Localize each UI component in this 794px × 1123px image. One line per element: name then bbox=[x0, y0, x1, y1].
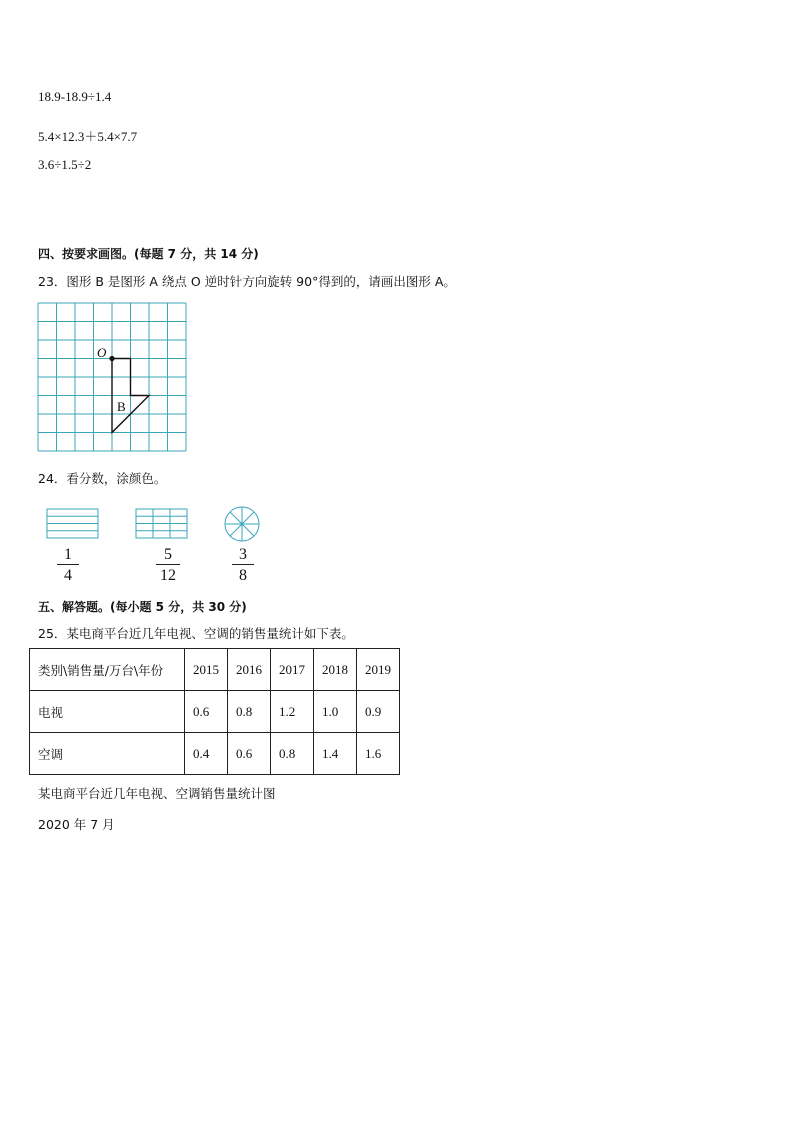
shape-b-label: B bbox=[117, 399, 126, 414]
sales-table bbox=[29, 648, 400, 775]
table-cell: 0.8 bbox=[271, 733, 314, 775]
table-header-cell: 2019 bbox=[357, 649, 400, 691]
table-cell: 1.6 bbox=[357, 733, 400, 775]
table-header-cell: 2015 bbox=[185, 649, 228, 691]
table-header-row bbox=[30, 649, 400, 691]
table-cell: 0.9 bbox=[357, 691, 400, 733]
table-header-cell: 2017 bbox=[271, 649, 314, 691]
table-header-cell: 类别\销售量/万台\年份 bbox=[30, 649, 185, 691]
fraction-bar bbox=[57, 564, 79, 565]
rotation-grid-figure bbox=[37, 302, 187, 452]
table-row bbox=[30, 691, 400, 733]
fraction-one-quarter bbox=[57, 546, 79, 584]
table-cell: 0.8 bbox=[228, 691, 271, 733]
table-cell: 0.4 bbox=[185, 733, 228, 775]
fraction-numerator: 3 bbox=[239, 546, 247, 563]
fraction-numerator: 5 bbox=[164, 546, 172, 563]
table-header-cell: 2016 bbox=[228, 649, 271, 691]
fraction-bar bbox=[156, 564, 180, 565]
fraction-denominator: 4 bbox=[64, 567, 72, 584]
fraction-bar bbox=[232, 564, 254, 565]
table-cell: 0.6 bbox=[228, 733, 271, 775]
table-cell: 空调 bbox=[30, 733, 185, 775]
table-cell: 1.2 bbox=[271, 691, 314, 733]
fraction-numerator: 1 bbox=[64, 546, 72, 563]
question-25: 25．某电商平台近几年电视、空调的销售量统计如下表。 bbox=[38, 626, 354, 641]
table-cell: 电视 bbox=[30, 691, 185, 733]
chart-date: 2020 年 7 月 bbox=[38, 817, 115, 832]
calc-line-1: 18.9-18.9÷1.4 bbox=[38, 89, 112, 104]
table-cell: 0.6 bbox=[185, 691, 228, 733]
section-4-title: 四、按要求画图。(每题 7 分，共 14 分) bbox=[38, 247, 259, 261]
table-cell: 1.4 bbox=[314, 733, 357, 775]
chart-caption: 某电商平台近几年电视、空调销售量统计图 bbox=[38, 786, 276, 801]
fraction-denominator: 12 bbox=[160, 567, 176, 584]
rect-twelfths[interactable] bbox=[135, 508, 189, 541]
question-24: 24．看分数，涂颜色。 bbox=[38, 471, 167, 486]
point-o-label: O bbox=[97, 345, 107, 360]
fraction-three-eighths bbox=[232, 546, 254, 584]
fraction-denominator: 8 bbox=[239, 567, 247, 584]
point-o bbox=[109, 356, 114, 361]
circle-eighths[interactable] bbox=[223, 505, 261, 543]
table-row bbox=[30, 733, 400, 775]
fraction-five-twelfths bbox=[156, 546, 180, 584]
rect-quarters[interactable] bbox=[46, 508, 100, 541]
question-23: 23．图形 B 是图形 A 绕点 O 逆时针方向旋转 90°得到的，请画出图形 A。 bbox=[38, 274, 456, 289]
calc-line-2: 5.4×12.3＋5.4×7.7 bbox=[38, 129, 138, 144]
calc-line-3: 3.6÷1.5÷2 bbox=[38, 157, 92, 172]
table-cell: 1.0 bbox=[314, 691, 357, 733]
table-header-cell: 2018 bbox=[314, 649, 357, 691]
section-5-title: 五、解答题。(每小题 5 分，共 30 分) bbox=[38, 600, 247, 614]
